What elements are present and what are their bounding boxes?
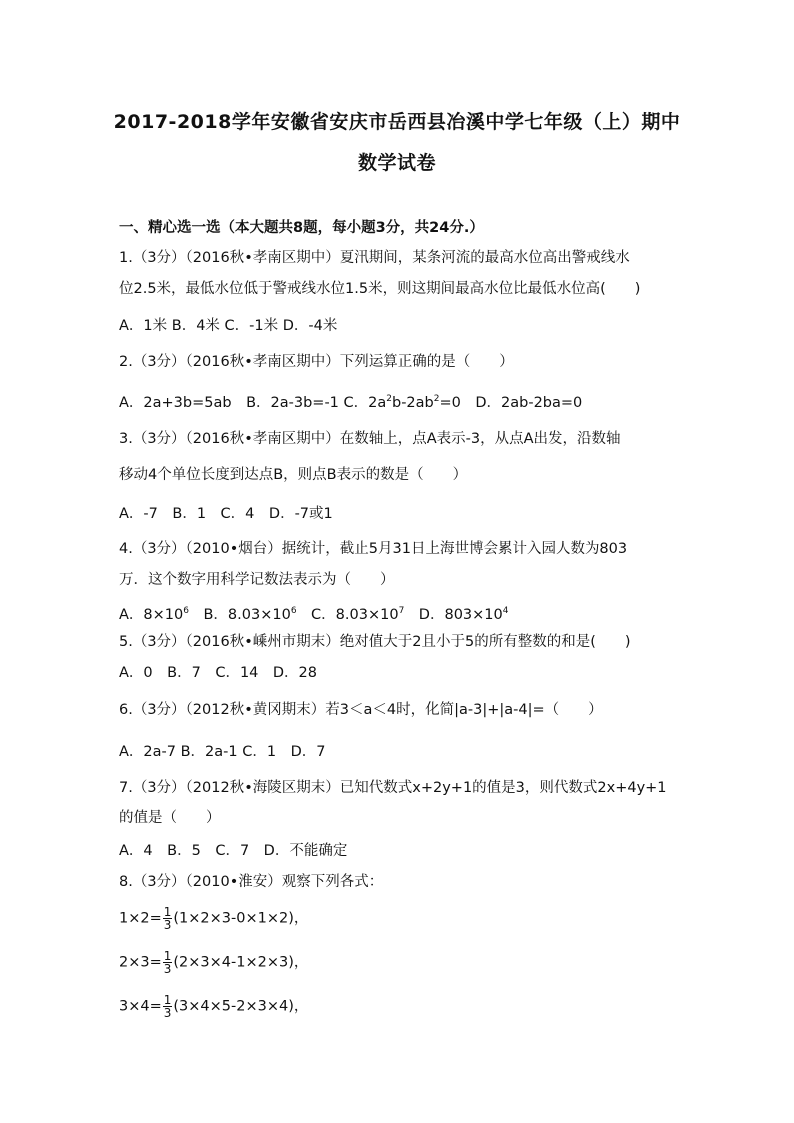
equation-1: 1×2= $\frac{1}{3}$ (1×2×3-0×1×2)，	[119, 905, 309, 932]
fraction: $\frac{1}{3}$	[163, 905, 172, 932]
question-3-line-1: 3.（3分）（2016秋•孝南区期中）在数轴上，点A表示-3，从点A出发，沿数轴	[119, 431, 621, 447]
question-6-options: A．2a-7 B．2a-1 C．1 D．7	[119, 744, 326, 760]
page-title: 2017-2018学年安徽省安庆市岳西县冶溪中学七年级（上）期中	[113, 111, 681, 133]
question-4-line-1: 4.（3分）（2010•烟台）据统计，截止5月31日上海世博会累计入园人数为803	[119, 541, 628, 557]
question-3-line-2: 移动4个单位长度到达点B，则点B表示的数是（ ）	[119, 467, 468, 483]
equation-3: 3×4= $\frac{1}{3}$ (3×4×5-2×3×4)，	[119, 993, 309, 1020]
question-2-options: A．2a+3b=5ab B．2a-3b=-1 C．$2a^2b-2ab^2=0$ D．2ab-2ba=0	[119, 394, 583, 411]
question-7-line-1: 7.（3分）（2012秋•海陵区期末）已知代数式x+2y+1的值是3，则代数式2x+4y+1	[119, 780, 667, 796]
question-8-line-1: 8.（3分）（2010•淮安）观察下列各式：	[119, 874, 384, 890]
question-6-line-1: 6.（3分）（2012秋•黄冈期末）若3＜a＜4时，化简|a-3|+|a-4|=（ ）	[119, 702, 603, 718]
question-1-line-2: 位2.5米，最低水位低于警戒线水位1.5米，则这期间最高水位比最低水位高( )	[119, 281, 641, 297]
question-7-line-2: 的值是（ ）	[119, 810, 221, 826]
question-2-line-1: 2.（3分）（2016秋•孝南区期中）下列运算正确的是（ ）	[119, 354, 514, 370]
question-4-options: A．$8\times 10^6$ B．$8.03\times 10^6$ C．$8.03\times 10^7$ D．$803\times 10^4$	[119, 606, 509, 623]
question-7-options: A．4 B．5 C．7 D．不能确定	[119, 843, 348, 859]
question-1-line-1: 1.（3分）（2016秋•孝南区期中）夏汛期间，某条河流的最高水位高出警戒线水	[119, 250, 630, 266]
question-5-options: A．0 B．7 C．14 D．28	[119, 665, 318, 681]
question-1-options: A．1米 B．4米 C．-1米 D．-4米	[119, 318, 338, 334]
fraction: $\frac{1}{3}$	[163, 993, 172, 1020]
section-heading: 一、精心选一选（本大题共8题，每小题3分，共24分.）	[119, 220, 484, 236]
question-5-line-1: 5.（3分）（2016秋•嵊州市期末）绝对值大于2且小于5的所有整数的和是( )	[119, 634, 631, 650]
equation-2: 2×3= $\frac{1}{3}$ (2×3×4-1×2×3)，	[119, 949, 309, 976]
question-4-line-2: 万．这个数字用科学记数法表示为（ ）	[119, 572, 395, 588]
page-subtitle: 数学试卷	[357, 152, 436, 174]
question-3-options: A．-7 B．1 C．4 D．-7或1	[119, 506, 333, 522]
fraction: $\frac{1}{3}$	[163, 949, 172, 976]
